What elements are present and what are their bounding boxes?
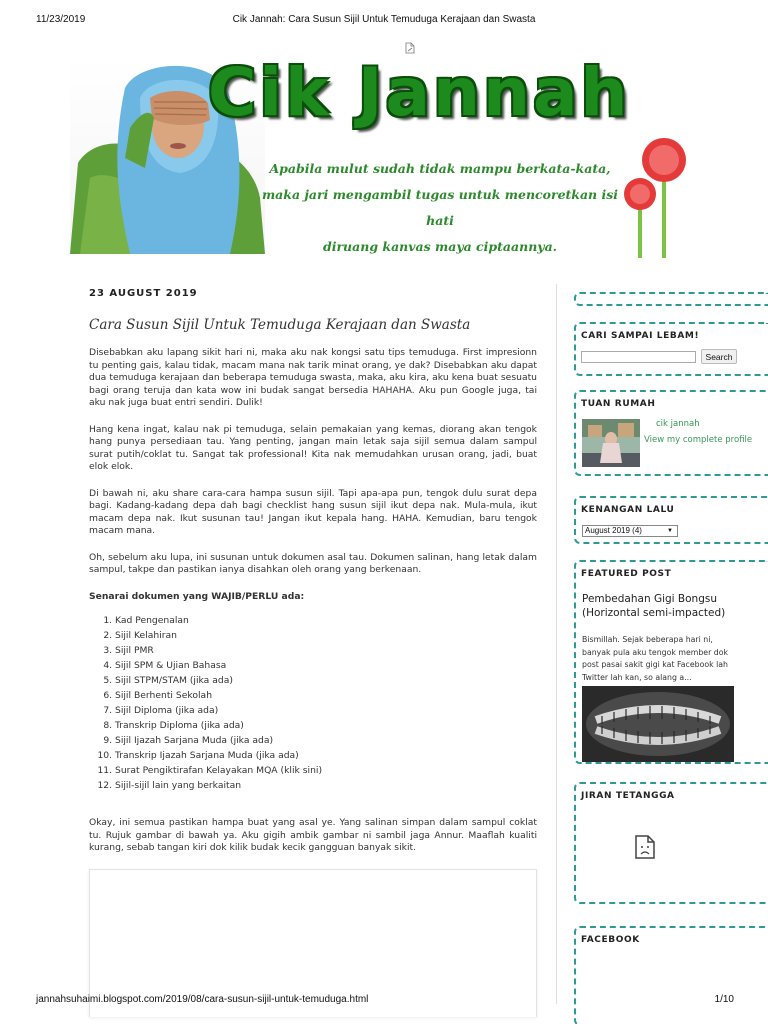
blog-post <box>89 288 537 1017</box>
post-date: 23 AUGUST 2019 <box>89 288 198 299</box>
document-item: 11. Surat Pengiktirafan Kelayakan MQA (klik sini) <box>115 763 537 778</box>
profile-photo[interactable] <box>582 419 640 467</box>
document-item: 7. Sijil Diploma (jika ada) <box>115 703 537 718</box>
document-item: 3. Sijil PMR <box>115 643 537 658</box>
document-item: 6. Sijil Berhenti Sekolah <box>115 688 537 703</box>
post-paragraph-5: Okay, ini semua pastikan hampa buat yang asal ye. Yang salinan simpan dalam sampul coklat tu. Rujuk gambar di bawah ya. Aku gigih ambik gambar ni sambil jaga Annur. Maaflah kualiti kurang, sebab tangan kiri dok kilik budak kecik gangguan banyak sikit. <box>89 817 537 853</box>
search-input[interactable] <box>581 351 696 363</box>
post-paragraph-2: Hang kena ingat, kalau nak pi temuduga, selain pemakaian yang kemas, diorang akan tengok hang punya persediaan tau. Yang penting, jangan main letak saja sijil semua dalam sampul surat putih/coklat tu. Sangat tak professional! Kita nak memudahkan urusan orang, jadi, buat elok elok. <box>89 423 537 472</box>
document-item: 4. Sijil SPM & Ujian Bahasa <box>115 658 537 673</box>
post-title[interactable]: Cara Susun Sijil Untuk Temuduga Kerajaan dan Swasta <box>89 317 471 333</box>
featured-post-snippet <box>582 634 768 684</box>
broken-image-icon <box>634 834 656 860</box>
post-body <box>89 347 537 855</box>
profile-widget <box>574 390 768 476</box>
facebook-widget <box>574 926 768 1024</box>
column-divider <box>556 284 557 1004</box>
archive-widget <box>574 496 768 544</box>
document-item: 9. Sijil Ijazah Sarjana Muda (jika ada) <box>115 733 537 748</box>
facebook-heading: FACEBOOK <box>581 935 640 945</box>
tagline-line-1: Apabila mulut sudah tidak mampu berkata-kata, <box>269 161 611 176</box>
document-item: 10. Transkrip Ijazah Sarjana Muda (jika ada) <box>115 748 537 763</box>
sidebar-top-widget <box>574 292 768 306</box>
post-paragraph-3: Di bawah ni, aku share cara-cara hampa susun sijil. Tapi apa-apa pun, tengok dulu surat depa bagi. Kadang-kadang depa dah bagi checklist hang susun sijil ikut depa nak. Mula-mula, ikut macam depa nak. Ikut susunan tau! Jangan ikut kepala hang. HAHA. Kemudian, baru tengok macam mana. <box>89 487 537 536</box>
blog-title[interactable]: Cik Jannah <box>208 54 631 131</box>
document-item: 12. Sijil-sijil lain yang berkaitan <box>115 778 537 793</box>
blog-tagline <box>250 156 630 260</box>
snippet-line: post pasai sakit gigi kat Facebook lah <box>582 660 728 669</box>
document-item: 2. Sijil Kelahiran <box>115 628 537 643</box>
archive-dropdown[interactable] <box>582 525 678 537</box>
featured-post-image[interactable] <box>582 686 734 762</box>
neighbors-heading: JIRAN TETANGGA <box>581 791 675 801</box>
print-header <box>0 14 768 30</box>
search-button[interactable]: Search <box>701 349 737 364</box>
search-widget <box>574 322 768 376</box>
post-paragraph-1: Disebabkan aku lapang sikit hari ni, maka aku nak kongsi satu tips temuduga. First impresionn tu penting gais, kalau tidak, macam mana nak tarik minat orang, ye dak? Disebabkan aku dapat dua temuduga kerajaan dan beberapa temuduga swasta, maka, aku kira, aku kena buat sesuatu bagi orang teruja dan kata wow ini budak sangat bersedia HAHAHA. Aku pun Google juga, tai aku nak juga buat entri sendiri. Dulik! <box>89 347 537 408</box>
document-list-heading: Senarai dokumen yang WAJIB/PERLU ada: <box>89 590 305 602</box>
document-list <box>115 613 537 793</box>
neighbors-widget <box>574 782 768 904</box>
tagline-line-2: maka jari mengambil tugas untuk mencoretkan isi hati <box>261 187 619 228</box>
view-profile-link[interactable]: View my complete profile <box>644 435 753 445</box>
document-item: 5. Sijil STPM/STAM (jika ada) <box>115 673 537 688</box>
print-url[interactable]: jannahsuhaimi.blogspot.com/2019/08/cara-susun-sijil-untuk-temuduga.html <box>36 994 369 1005</box>
blog-header-banner[interactable] <box>70 54 700 258</box>
featured-post-title[interactable]: Pembedahan Gigi Bongsu (Horizontal semi-impacted) <box>582 593 726 619</box>
document-item: 1. Kad Pengenalan <box>115 613 537 628</box>
post-paragraph-4: Oh, sebelum aku lupa, ini susunan untuk dokumen asal tau. Dokumen salinan, hang letak dalam sampul, takpe dan pastikan ianya disahkan oleh orang yang berkenaan. <box>89 551 537 575</box>
archive-selected-value: August 2019 (4) <box>585 526 642 535</box>
print-date: 11/23/2019 <box>36 14 86 25</box>
print-page-number: 1/10 <box>714 994 734 1005</box>
featured-post-widget <box>574 560 768 764</box>
profile-name-link[interactable]: cik jannah <box>656 419 700 429</box>
print-title: Cik Jannah: Cara Susun Sijil Untuk Temuduga Kerajaan dan Swasta <box>232 14 536 25</box>
document-item: 8. Transkrip Diploma (jika ada) <box>115 718 537 733</box>
flower-decoration-icon <box>622 138 702 258</box>
search-heading: CARI SAMPAI LEBAM! <box>581 331 700 341</box>
archive-heading: KENANGAN LALU <box>581 505 675 515</box>
chevron-down-icon: ▼ <box>667 528 673 534</box>
tagline-line-3: diruang kanvas maya ciptaannya. <box>322 239 558 254</box>
broken-image-icon <box>405 42 415 54</box>
snippet-line: Bismillah. Sejak beberapa hari ni, <box>582 635 713 644</box>
profile-heading: TUAN RUMAH <box>581 399 656 409</box>
snippet-line: banyak pula aku tengok member dok <box>582 647 729 657</box>
featured-heading: FEATURED POST <box>581 569 672 579</box>
snippet-line: Twitter lah kan, so alang a... <box>582 672 692 682</box>
